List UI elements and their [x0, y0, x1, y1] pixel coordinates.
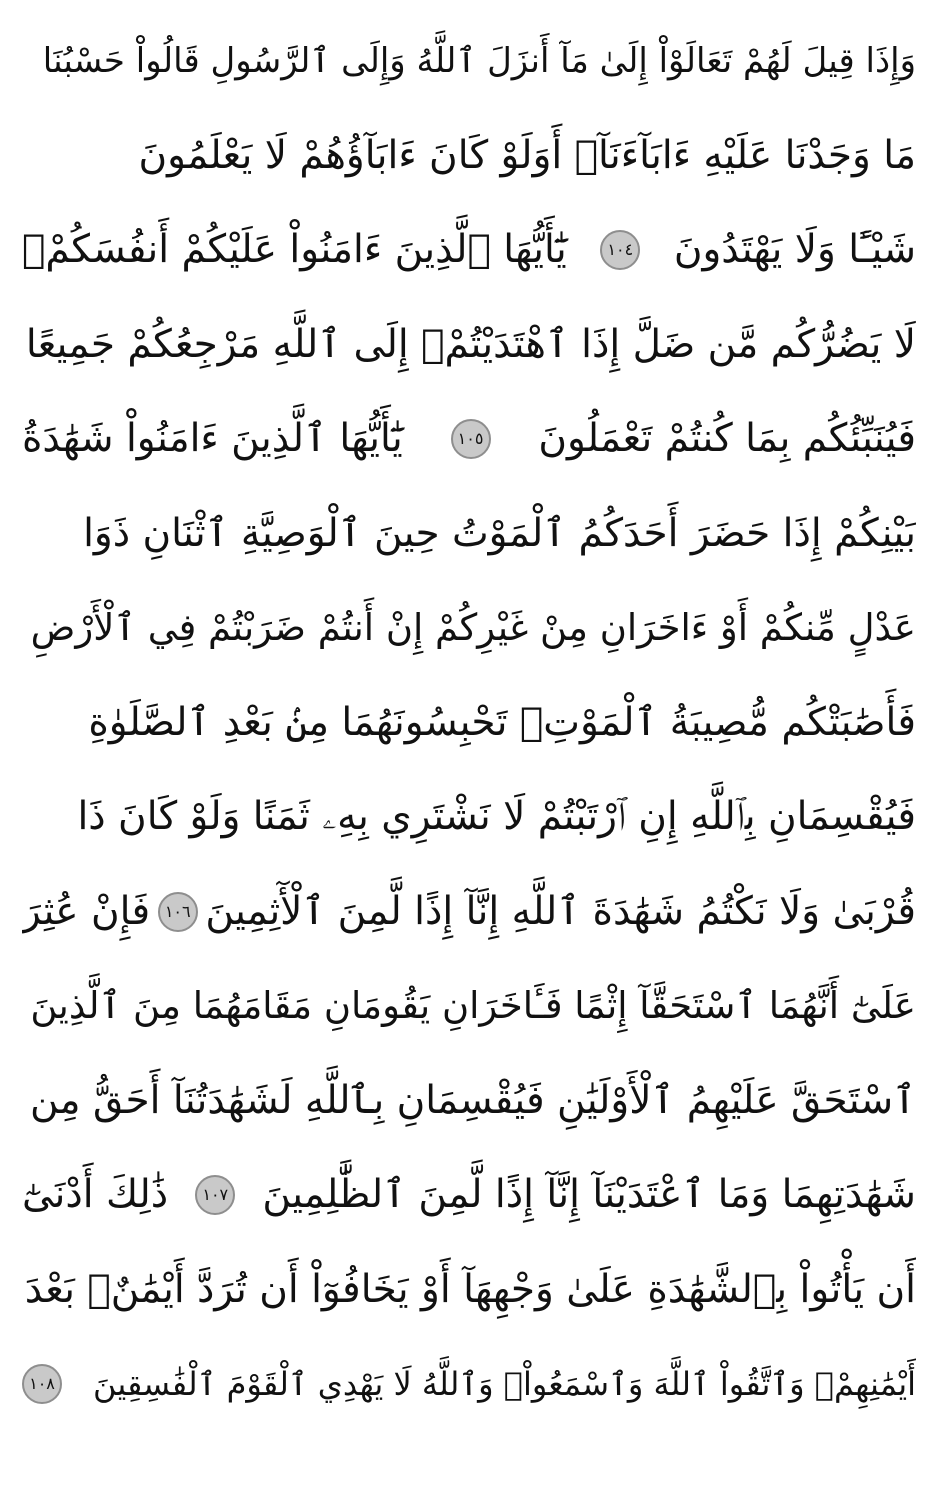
verse-line: [22, 487, 916, 582]
verse-text: شَيْـًٔا وَلَا يَهْتَدُونَ: [673, 227, 916, 272]
verse-text: يَٰٓأَيُّهَا ٱلَّذِينَ ءَامَنُواْ شَهَٰدَةُ: [22, 416, 403, 461]
verse-line: [22, 1148, 916, 1243]
verse-text: ذَٰلِكَ أَدْنَىٰٓ: [22, 1172, 169, 1217]
ayah-number-marker: ١٠٨: [22, 1364, 62, 1404]
verse-line: [22, 865, 916, 960]
ayah-number-marker: ١٠٥: [451, 419, 491, 459]
verse-text: فَأَصَٰبَتْكُم مُّصِيبَةُ ٱلْمَوْتِۚ تَحْبِسُونَهُمَا مِنۢ بَعْدِ ٱلصَّلَوٰةِ: [88, 699, 916, 745]
verse-line: [22, 14, 916, 109]
verse-line: [22, 203, 916, 298]
verse-text: شَهَٰدَتِهِمَا وَمَا ٱعْتَدَيْنَآ إِنَّآ إِذًا لَّمِنَ ٱلظَّٰلِمِينَ: [262, 1172, 916, 1217]
verse-line: [22, 676, 916, 771]
verse-text: وَإِذَا قِيلَ لَهُمْ تَعَالَوْاْ إِلَىٰ مَآ أَنزَلَ ٱللَّهُ وَإِلَى ٱلرَّسُولِ قَالُواْ حَسْبُنَا: [42, 41, 916, 81]
verse-line: [22, 1337, 916, 1432]
verse-text: لَا يَضُرُّكُم مَّن ضَلَّ إِذَا ٱهْتَدَيْتُمْۚ إِلَى ٱللَّهِ مَرْجِعُكُمْ جَمِيعًا: [25, 321, 916, 367]
verse-text: فَيُقْسِمَانِ بِٱللَّهِ إِنِ ٱرْتَبْتُمْ لَا نَشْتَرِي بِهِۦ ثَمَنًا وَلَوْ كَانَ ذَا: [77, 794, 916, 839]
verse-text: فَيُنَبِّئُكُم بِمَا كُنتُمْ تَعْمَلُونَ: [538, 416, 916, 461]
verse-line: [22, 1054, 916, 1149]
verse-text: قُرْبَىٰ وَلَا نَكْتُمُ شَهَٰدَةَ ٱللَّهِ إِنَّآ إِذًا لَّمِنَ ٱلْأٓثِمِينَ: [205, 888, 916, 934]
verse-line: [22, 298, 916, 393]
ayah-number-marker: ١٠٦: [158, 892, 198, 932]
verse-text: بَيْنِكُمْ إِذَا حَضَرَ أَحَدَكُمُ ٱلْمَوْتُ حِينَ ٱلْوَصِيَّةِ ٱثْنَانِ ذَوَا: [83, 510, 916, 556]
verse-text: فَإِنْ عُثِرَ: [22, 888, 151, 934]
verse-text: أَن يَأْتُواْ بِٱلشَّهَٰدَةِ عَلَىٰ وَجْهِهَآ أَوْ يَخَافُوٓاْ أَن تُرَدَّ أَيْمَٰنٌۢ بَعْدَ: [24, 1266, 916, 1312]
verse-line: [22, 392, 916, 487]
verse-text: عَلَىٰٓ أَنَّهُمَا ٱسْتَحَقَّآ إِثْمًا فَـَٔاخَرَانِ يَقُومَانِ مَقَامَهُمَا مِنَ ٱلَّذِينَ: [30, 984, 916, 1027]
verse-text: أَيْمَٰنِهِمْۗ وَٱتَّقُواْ ٱللَّهَ وَٱسْمَعُواْۗ وَٱللَّهُ لَا يَهْدِي ٱلْقَوْمَ ٱلْفَٰسِقِينَ: [92, 1365, 916, 1403]
verse-text: يَٰٓأَيُّهَا ٱلَّذِينَ ءَامَنُواْ عَلَيْكُمْ أَنفُسَكُمْۖ: [22, 227, 567, 272]
verse-line: [22, 1243, 916, 1338]
verse-line: [22, 770, 916, 865]
verse-text: مَا وَجَدْنَا عَلَيْهِ ءَابَآءَنَآۚ أَوَلَوْ كَانَ ءَابَآؤُهُمْ لَا يَعْلَمُونَ: [138, 132, 916, 178]
verse-line: [22, 959, 916, 1054]
verse-text: عَدْلٍ مِّنكُمْ أَوْ ءَاخَرَانِ مِنْ غَيْرِكُمْ إِنْ أَنتُمْ ضَرَبْتُمْ فِي ٱلْأَرْضِ: [30, 606, 916, 649]
ayah-number-marker: ١٠٧: [195, 1175, 235, 1215]
verse-line: [22, 109, 916, 204]
ayah-number-marker: ١٠٤: [600, 230, 640, 270]
verse-line: [22, 581, 916, 676]
verse-text: ٱسْتَحَقَّ عَلَيْهِمُ ٱلْأَوْلَيَٰنِ فَيُقْسِمَانِ بِٱللَّهِ لَشَهَٰدَتُنَآ أَحَقُّ مِن: [29, 1077, 916, 1123]
